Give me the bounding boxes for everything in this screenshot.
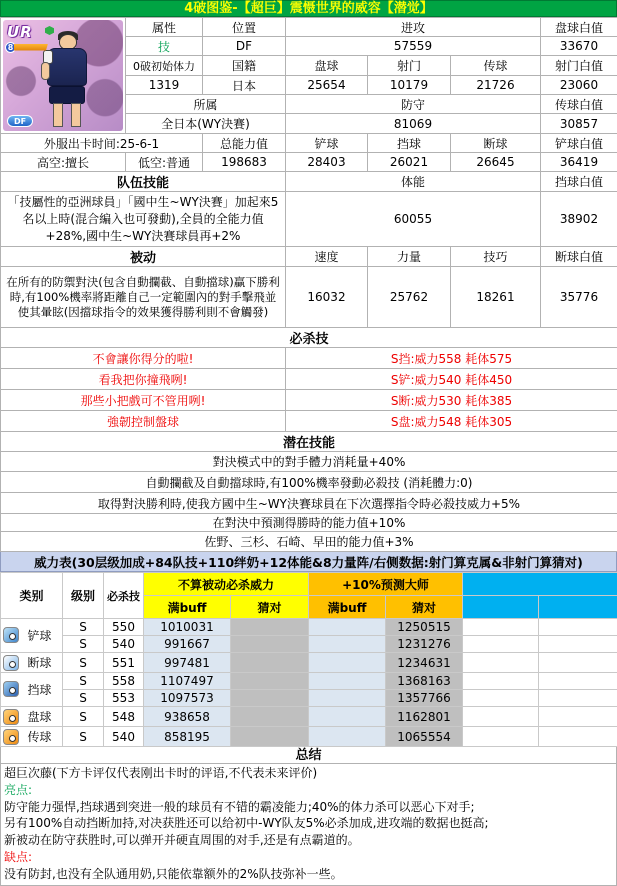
level-number: 8	[5, 42, 16, 53]
intercept-white-value: 35776	[541, 267, 617, 328]
dribble-value: 25654	[286, 76, 368, 95]
potential-item: 取得對決勝利時,使我方國中生~WY決賽球員在下次選擇指令時必殺技威力+5%	[1, 493, 617, 514]
guess-cell: 1368163	[386, 673, 463, 690]
power-row	[1, 619, 617, 636]
shot-label: 射门	[368, 56, 451, 76]
defense-label: 防守	[286, 95, 541, 114]
extra-columns-header	[463, 573, 617, 596]
total-value: 198683	[203, 153, 286, 172]
tech-label: 技巧	[451, 247, 541, 267]
fullbuff-cell: 1010031	[144, 619, 231, 636]
stamina-label: 0破初始体力	[126, 56, 203, 76]
fullbuff-cell: 997481	[144, 653, 231, 673]
fullbuff-cell: 991667	[144, 636, 231, 653]
summary-pros-label: 亮点:	[4, 782, 613, 799]
tackle-white-value: 36419	[541, 153, 617, 172]
guess-empty-cell	[231, 619, 309, 636]
skill-header: 必杀技	[104, 573, 144, 619]
power-row	[1, 727, 617, 747]
attack-value: 57559	[286, 37, 541, 56]
special-stat: S铲:威力540 耗体450	[286, 369, 617, 390]
grade-cell: S	[63, 707, 104, 727]
power-cell: 540	[104, 727, 144, 747]
grade-cell: S	[63, 673, 104, 690]
group1-header: 不算被动必杀威力	[144, 573, 309, 596]
power-cell: 548	[104, 707, 144, 727]
fullbuff-cell: 1097573	[144, 690, 231, 707]
dribble-icon	[3, 709, 19, 725]
grade-cell: S	[63, 690, 104, 707]
extra-cell	[463, 707, 539, 727]
pass-white-value: 30857	[541, 114, 617, 134]
grade-cell: S	[63, 619, 104, 636]
pass-white-label: 传球白值	[541, 95, 617, 114]
fullbuff-empty-cell	[309, 690, 386, 707]
power-cell: 540	[104, 636, 144, 653]
grade-header: 级别	[63, 573, 104, 619]
extra-cell	[463, 690, 539, 707]
summary-line: 没有防封,也没有全队通用奶,只能依靠额外的2%队技弥补一些。	[4, 866, 613, 883]
extra-cell	[539, 727, 617, 747]
summary-line: 防守能力强悍,挡球遇到突进一般的球员有不错的霸凌能力;40%的体力杀可以恶心下对手;	[4, 799, 613, 816]
special-name: 不會讓你得分的啦!	[1, 348, 286, 369]
aerial-low: 低空:普通	[126, 153, 203, 172]
fullbuff-empty-cell	[309, 727, 386, 747]
category-label: 挡球	[19, 681, 60, 698]
power-label: 力量	[368, 247, 451, 267]
attr-value: 技	[126, 37, 203, 56]
power-value: 25762	[368, 267, 451, 328]
fullbuff-empty-cell	[309, 619, 386, 636]
nation-label: 国籍	[203, 56, 286, 76]
stamina-value: 1319	[126, 76, 203, 95]
speed-value: 16032	[286, 267, 368, 328]
special-stat: S断:威力530 耗体385	[286, 390, 617, 411]
summary-line: 新被动在防守获胜时,可以弹开并硬直周围的对手,还是有点霸道的。	[4, 832, 613, 849]
shot-white-label: 射门白值	[541, 56, 617, 76]
fullbuff-empty-cell	[309, 673, 386, 690]
fullbuff-cell: 858195	[144, 727, 231, 747]
tackle-label: 铲球	[286, 134, 368, 153]
potential-item: 在對決中預測得勝時的能力值+10%	[1, 514, 617, 532]
power-row	[1, 673, 617, 690]
fullbuff-empty-cell	[309, 636, 386, 653]
power-row	[1, 636, 617, 653]
fullbuff-header-2: 满buff	[309, 596, 386, 619]
grade-cell: S	[63, 636, 104, 653]
character-card-art	[3, 20, 123, 131]
nation-value: 日本	[203, 76, 286, 95]
tech-value: 18261	[451, 267, 541, 328]
extra-cell	[463, 653, 539, 673]
speed-label: 速度	[286, 247, 368, 267]
shot-value: 10179	[368, 76, 451, 95]
passive-text: 在所有的防禦對決(包含自動攔截、自動擋球)贏下勝利時,有100%機率將距離自己一定範圍內的對手擊飛並使其暈眩(因擋球指令的效果獲得勝利則不會觸發)	[1, 267, 286, 328]
extra-cell	[539, 707, 617, 727]
pos-label: 位置	[203, 18, 286, 37]
dribble-label: 盘球	[286, 56, 368, 76]
summary-cons-label: 缺点:	[4, 849, 613, 866]
level-badge	[5, 42, 48, 52]
passive-header: 被动	[1, 247, 286, 267]
block-white-value: 38902	[541, 192, 617, 247]
release-date: 外服出卡时间:25-6-1	[1, 134, 203, 153]
block-icon	[3, 681, 19, 697]
extra-cell	[539, 653, 617, 673]
stamina-stat-label: 体能	[286, 172, 541, 192]
intercept-icon	[3, 655, 19, 671]
page-title-bar	[0, 0, 617, 17]
power-row	[1, 653, 617, 673]
power-cell: 550	[104, 619, 144, 636]
block-label: 挡球	[368, 134, 451, 153]
guess-cell: 1231276	[386, 636, 463, 653]
guess-empty-cell	[231, 690, 309, 707]
category-label: 传球	[19, 728, 60, 745]
guess-empty-cell	[231, 636, 309, 653]
fullbuff-cell: 938658	[144, 707, 231, 727]
dribble-white-label: 盘球白值	[541, 18, 617, 37]
intercept-label: 断球	[451, 134, 541, 153]
special-name: 強韌控制盤球	[1, 411, 286, 432]
pass-icon	[3, 729, 19, 745]
special-stat: S盘:威力548 耗体305	[286, 411, 617, 432]
power-table-title: 威力表(30层级加成+84队技+110绊奶+12体能&8力量阵/右侧数据:射门算克属&非射门算猜对)	[34, 553, 583, 571]
fullbuff-empty-cell	[309, 707, 386, 727]
guess-header-2: 猜对	[386, 596, 463, 619]
block-white-label: 挡球白值	[541, 172, 617, 192]
intercept-value: 26645	[451, 153, 541, 172]
extra-cell	[463, 636, 539, 653]
guess-cell: 1065554	[386, 727, 463, 747]
fullbuff-header-1: 满buff	[144, 596, 231, 619]
grade-cell: S	[63, 727, 104, 747]
category-label: 盘球	[19, 708, 60, 725]
extra-column-1	[463, 596, 539, 619]
guess-cell: 1357766	[386, 690, 463, 707]
defense-value: 81069	[286, 114, 541, 134]
stamina-stat-value: 60055	[286, 192, 541, 247]
aerial-high: 高空:擅长	[1, 153, 126, 172]
guess-header-1: 猜对	[231, 596, 309, 619]
attack-label: 进攻	[286, 18, 541, 37]
tackle-value: 28403	[286, 153, 368, 172]
summary-line: 另有100%自动挡断加持,对决获胜还可以给初中-WY队友5%必杀加成,进攻端的数据也挺高;	[4, 815, 613, 832]
category-label: 断球	[19, 654, 60, 671]
potential-item: 佐野、三杉、石崎、早田的能力值+3%	[1, 532, 617, 552]
power-cell: 551	[104, 653, 144, 673]
level-ribbon	[14, 44, 48, 51]
total-label: 总能力值	[203, 134, 286, 153]
ur-rarity-badge: UR	[7, 23, 33, 41]
club-label: 所属	[126, 95, 286, 114]
pass-value: 21726	[451, 76, 541, 95]
fullbuff-empty-cell	[309, 653, 386, 673]
tackle-white-label: 铲球白值	[541, 134, 617, 153]
group2-header: +10%预测大师	[309, 573, 463, 596]
summary-header: 总结	[1, 747, 616, 764]
character-card-cell	[1, 18, 126, 134]
power-table-title-bar	[0, 552, 617, 572]
page-title: 4破图鉴-【超巨】震慑世界的威容【潜觉】	[184, 1, 432, 16]
category-header: 类别	[1, 573, 63, 619]
shot-white-value: 23060	[541, 76, 617, 95]
df-position-badge: DF	[7, 115, 33, 127]
guess-empty-cell	[231, 727, 309, 747]
guess-cell: 1162801	[386, 707, 463, 727]
extra-cell	[539, 673, 617, 690]
attr-label: 属性	[126, 18, 203, 37]
guess-empty-cell	[231, 673, 309, 690]
power-cell: 553	[104, 690, 144, 707]
power-row	[1, 707, 617, 727]
extra-cell	[463, 619, 539, 636]
potential-item: 自動攔截及自動擋球時,有100%機率發動必殺技 (消耗體力:0)	[1, 472, 617, 493]
extra-cell	[539, 690, 617, 707]
power-row	[1, 690, 617, 707]
tackle-icon	[3, 627, 19, 643]
summary-line: 超巨次藤(下方卡评仅代表刚出卡时的评语,不代表未来评价)	[4, 765, 613, 782]
guess-empty-cell	[231, 707, 309, 727]
category-label: 铲球	[19, 627, 60, 644]
summary-lines	[1, 764, 616, 885]
extra-cell	[539, 619, 617, 636]
block-value: 26021	[368, 153, 451, 172]
main-stats-table	[0, 17, 617, 552]
dribble-white-value: 33670	[541, 37, 617, 56]
potential-item: 對決模式中的對手體力消耗量+40%	[1, 452, 617, 472]
special-name: 看我把你撞飛咧!	[1, 369, 286, 390]
potentials-header: 潜在技能	[1, 432, 617, 452]
power-table	[0, 572, 617, 747]
extra-column-2	[539, 596, 617, 619]
pos-value: DF	[203, 37, 286, 56]
guess-empty-cell	[231, 653, 309, 673]
team-skill-header: 队伍技能	[1, 172, 286, 192]
guess-cell: 1234631	[386, 653, 463, 673]
club-value: 全日本(WY決賽)	[126, 114, 286, 134]
pass-label: 传球	[451, 56, 541, 76]
special-stat: S挡:威力558 耗体575	[286, 348, 617, 369]
intercept-white-label: 断球白值	[541, 247, 617, 267]
extra-cell	[463, 727, 539, 747]
guess-cell: 1250515	[386, 619, 463, 636]
summary-section	[0, 747, 617, 886]
power-cell: 558	[104, 673, 144, 690]
grade-cell: S	[63, 653, 104, 673]
fullbuff-cell: 1107497	[144, 673, 231, 690]
extra-cell	[539, 636, 617, 653]
specials-header: 必杀技	[1, 328, 617, 348]
special-name: 那些小把戲可不管用咧!	[1, 390, 286, 411]
extra-cell	[463, 673, 539, 690]
team-skill-text: 「技屬性的亞洲球員」「國中生~WY決賽」加起來5名以上時(混合編入也可發動),全員的全能力值+28%,國中生~WY決賽球員再+2%	[1, 192, 286, 247]
